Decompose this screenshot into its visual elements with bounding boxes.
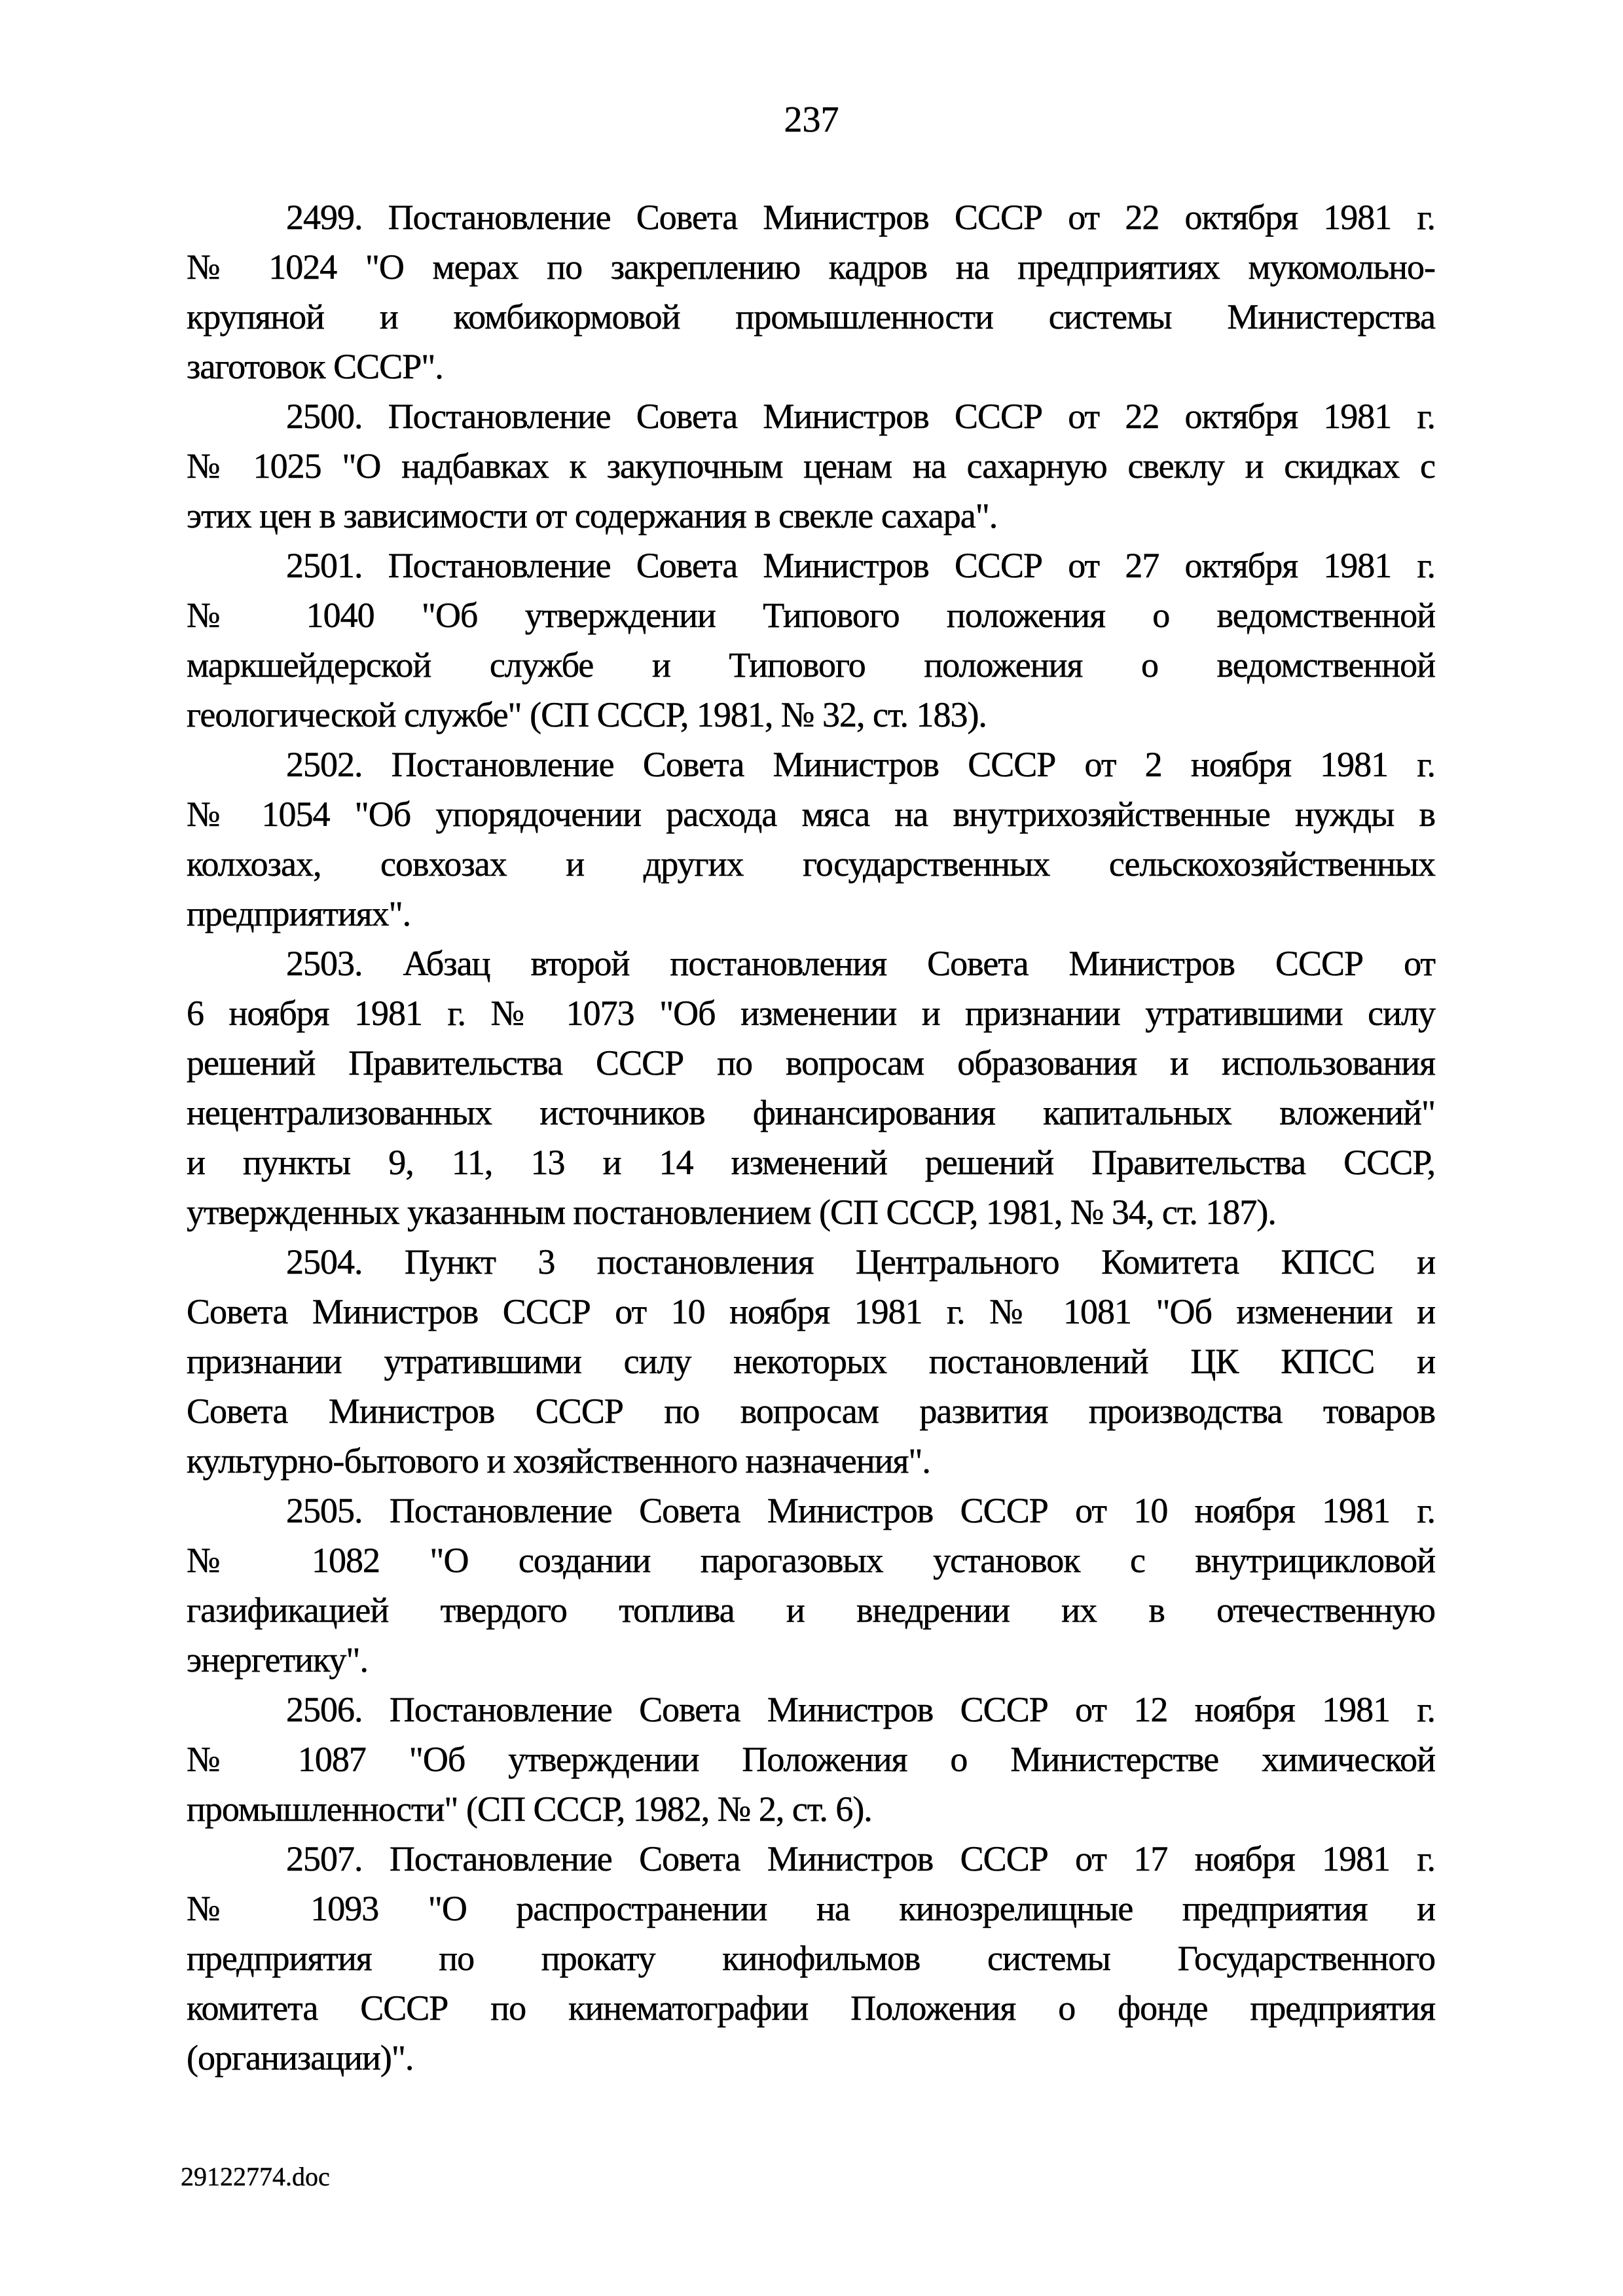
text-line: 2505. Постановление Совета Министров СССР от 10 ноября 1981 г. (286, 1491, 1435, 1530)
text-line: решений Правительства СССР по вопросам образования и использования (187, 1043, 1435, 1083)
text-line: № 1024 "О мерах по закреплению кадров на предприятиях мукомольно- (187, 247, 1435, 287)
text-line: культурно-бытового и хозяйственного назначения". (187, 1441, 930, 1480)
text-line: колхозах, совхозах и других государственных сельскохозяйственных (187, 844, 1435, 884)
text-line: геологической службе" (СП СССР, 1981, № 32, ст. 183). (187, 695, 987, 734)
text-line: предприятия по прокату кинофильмов системы Государственного (187, 1939, 1435, 1978)
text-line: заготовок СССР". (187, 347, 443, 386)
text-line: 2507. Постановление Совета Министров СССР от 17 ноября 1981 г. (286, 1839, 1435, 1878)
text-line: комитета СССР по кинематографии Положения о фонде предприятия (187, 1988, 1435, 2028)
text-line: маркшейдерской службе и Типового положения о ведомственной (187, 645, 1435, 685)
text-line: № 1054 "Об упорядочении расхода мяса на внутрихозяйственные нужды в (187, 795, 1435, 834)
text-line: крупяной и комбикормовой промышленности системы Министерства (187, 297, 1435, 336)
text-line: нецентрализованных источников финансирования капитальных вложений" (187, 1093, 1435, 1132)
text-line: 2506. Постановление Совета Министров СССР от 12 ноября 1981 г. (286, 1690, 1435, 1729)
text-line: энергетику". (187, 1640, 368, 1679)
text-line: № 1093 "О распространении на кинозрелищные предприятия и (187, 1889, 1435, 1928)
text-line: 6 ноября 1981 г. № 1073 "Об изменении и признании утратившими силу (187, 994, 1435, 1033)
text-line: 2503. Абзац второй постановления Совета Министров СССР от (286, 944, 1435, 983)
text-line: № 1025 "О надбавках к закупочным ценам на сахарную свеклу и скидках с (187, 446, 1435, 486)
text-line: предприятиях". (187, 894, 411, 933)
text-line: 2504. Пункт 3 постановления Центрального Комитета КПСС и (286, 1242, 1435, 1282)
text-line: и пункты 9, 11, 13 и 14 изменений решений Правительства СССР, (187, 1143, 1435, 1182)
text-line: 2501. Постановление Совета Министров СССР от 27 октября 1981 г. (286, 546, 1435, 585)
text-line: промышленности" (СП СССР, 1982, № 2, ст. 6). (187, 1789, 872, 1829)
text-line: № 1040 "Об утверждении Типового положения о ведомственной (187, 596, 1435, 635)
text-line: (организации)". (187, 2038, 414, 2077)
text-line: этих цен в зависимости от содержания в свекле сахара". (187, 496, 998, 535)
text-line: № 1087 "Об утверждении Положения о Министерстве химической (187, 1740, 1435, 1779)
text-line: признании утратившими силу некоторых постановлений ЦК КПСС и (187, 1342, 1435, 1381)
document-body (187, 192, 1435, 2083)
text-line: 2499. Постановление Совета Министров СССР от 22 октября 1981 г. (286, 198, 1435, 237)
text-line: 2500. Постановление Совета Министров СССР от 22 октября 1981 г. (286, 397, 1435, 436)
text-line: утвержденных указанным постановлением (СП СССР, 1981, № 34, ст. 187). (187, 1193, 1276, 1232)
text-line: газификацией твердого топлива и внедрении их в отечественную (187, 1590, 1435, 1630)
text-line: 2502. Постановление Совета Министров СССР от 2 ноября 1981 г. (286, 745, 1435, 784)
footer-filename: 29122774.doc (181, 2162, 330, 2191)
text-line: Совета Министров СССР от 10 ноября 1981 г. № 1081 "Об изменении и (187, 1292, 1435, 1331)
page-number: 237 (784, 99, 839, 140)
text-line: Совета Министров СССР по вопросам развития производства товаров (187, 1391, 1435, 1431)
text-line: № 1082 "О создании парогазовых установок с внутрицикловой (187, 1541, 1435, 1580)
